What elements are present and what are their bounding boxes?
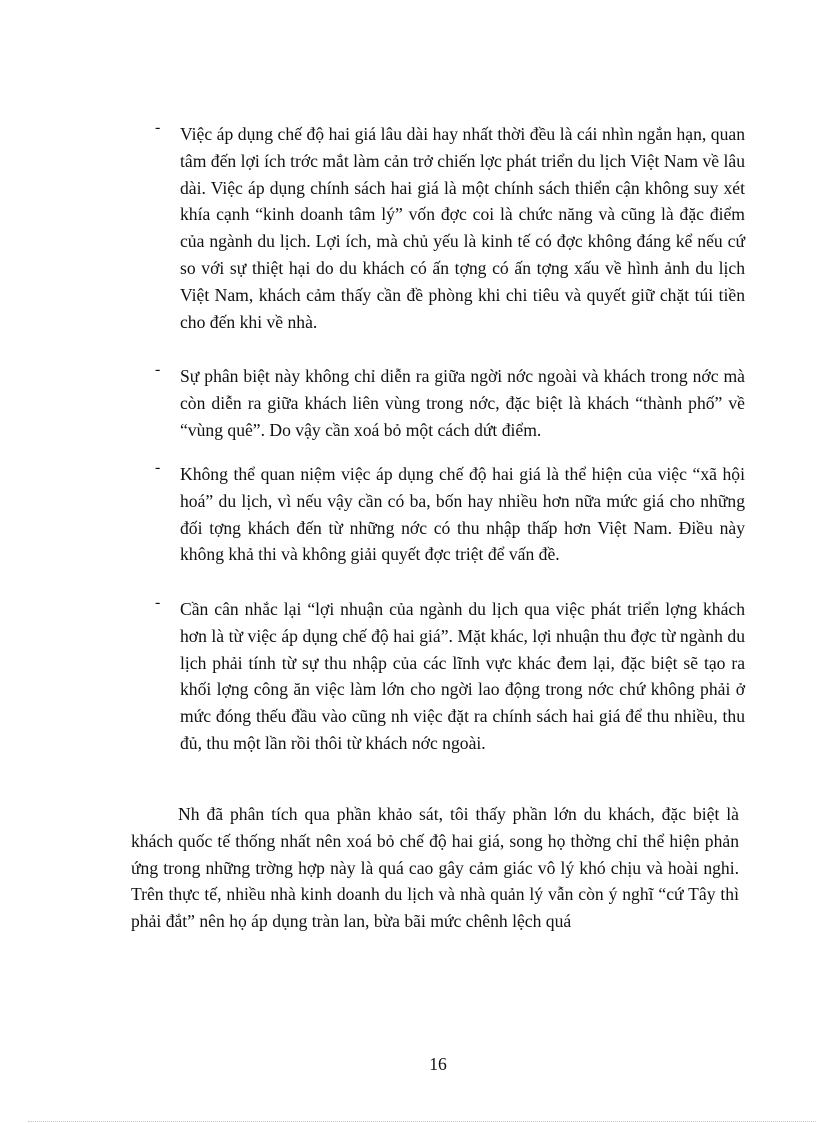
footer-divider [28,1121,816,1122]
bullet-text: Cần cân nhắc lại “lợi nhuận của ngành du lịch qua việc phát triển lợng khách hơn là từ việc áp dụng chế độ hai giá”. Mặt khác, lợi nhuận thu đợc từ ngành du lịch phải tính từ sự thu nhập của các lĩnh vực khác đem lại, đặc biệt sẽ tạo ra khối lợng công ăn việc làm lớn cho ngời lao động trong nớc chứ không phải ở mức đóng thếu đầu vào cũng nh việc đặt ra chính sách hai giá để thu nhiều, thu đủ, thu một lần rồi thôi từ khách nớc ngoài. [180,599,745,753]
bullet-text: Không thể quan niệm việc áp dụng chế độ hai giá là thể hiện của việc “xã hội hoá” du lịch, vì nếu vậy cần có ba, bốn hay nhiều hơn nữa mức giá cho những đối tợng khách đến từ những nớc có thu nhập thấp hơn Việt Nam. Điều này không khả thi và không giải quyết đợc triệt để vấn đề. [180,464,745,565]
bullet-item [155,461,745,568]
page-number: 16 [429,1054,447,1074]
bullet-item [155,121,745,335]
bullet-dash: - [155,361,161,378]
bullet-dash: - [155,119,161,136]
bullet-item [155,363,745,443]
bullet-item [155,596,745,757]
bullet-dash: - [155,594,161,611]
bullet-dash: - [155,459,161,476]
body-paragraph: Nh đã phân tích qua phần khảo sát, tôi thấy phần lớn du khách, đặc biệt là khách quốc tế thống nhất nên xoá bỏ chế độ hai giá, song họ thờng chỉ thể hiện phản ứng trong những trờng hợp này là quá cao gây cảm giác vô lý khó chịu và hoài nghi. Trên thực tế, nhiều nhà kinh doanh du lịch và nhà quản lý vẫn còn ý nghĩ “cứ Tây thì phải đắt” nên họ áp dụng tràn lan, bừa bãi mức chênh lệch quá [131,804,739,932]
bullet-text: Việc áp dụng chế độ hai giá lâu dài hay nhất thời đều là cái nhìn ngắn hạn, quan tâm đến lợi ích trớc mắt làm cản trở chiến lợc phát triển du lịch Việt Nam về lâu dài. Việc áp dụng chính sách hai giá là một chính sách thiển cận không suy xét khía cạnh “kinh doanh tâm lý” vốn đợc coi là chức năng và cũng là đặc điểm của ngành du lịch. Lợi ích, mà chủ yếu là kinh tế có đợc không đáng kể nếu cứ so với sự thiệt hại do du khách có ấn tợng có ấn tợng xấu về hình ảnh du lịch Việt Nam, khách cảm thấy cần đề phòng khi chi tiêu và quyết giữ chặt túi tiền cho đến khi về nhà. [180,124,745,332]
bullet-text: Sự phân biệt này không chỉ diễn ra giữa ngời nớc ngoài và khách trong nớc mà còn diễn ra giữa khách liên vùng trong nớc, đặc biệt là khách “thành phố” về “vùng quê”. Do vậy cần xoá bỏ một cách dứt điểm. [180,366,745,440]
